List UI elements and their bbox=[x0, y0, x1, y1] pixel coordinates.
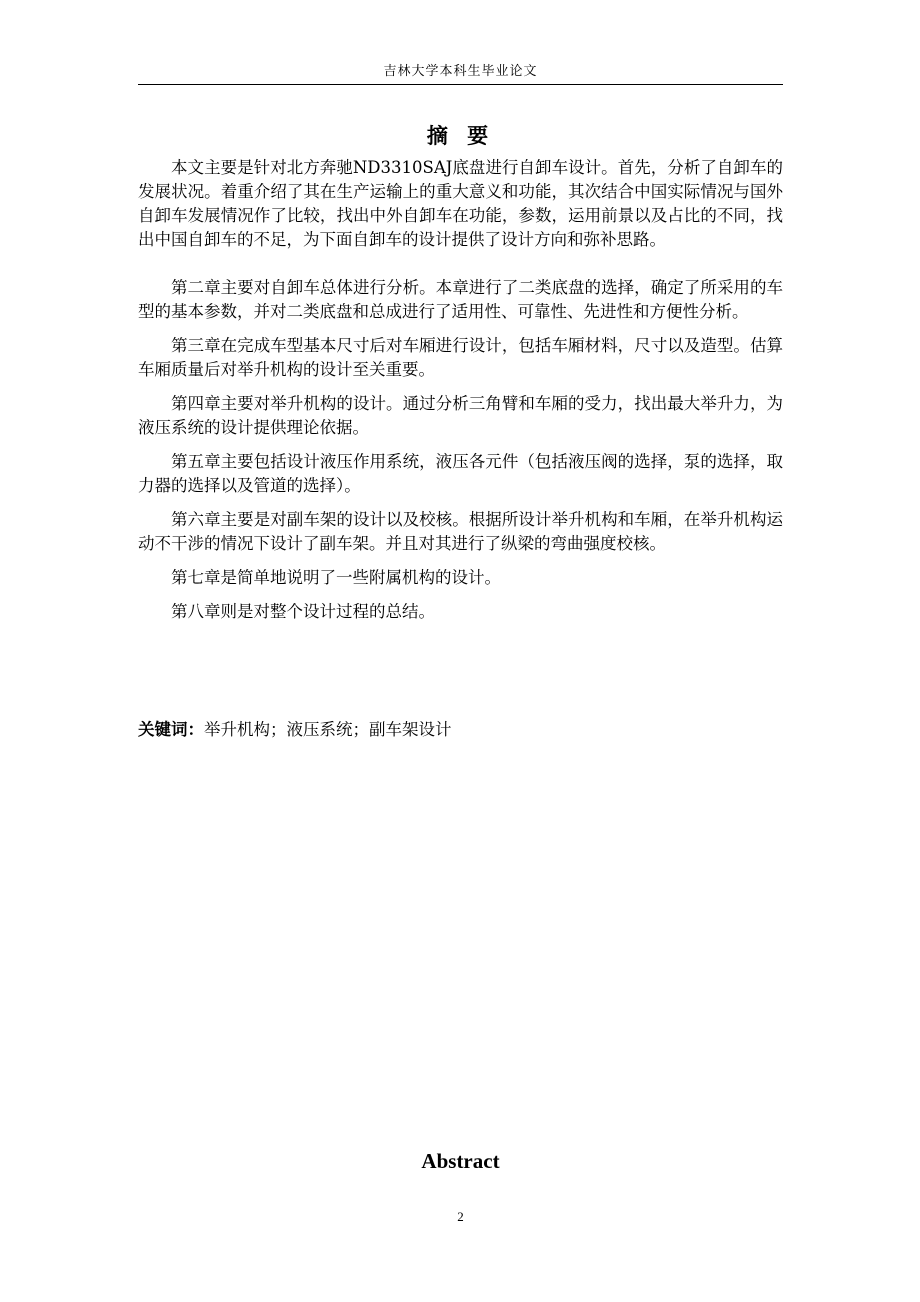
abstract-paragraph: 第三章在完成车型基本尺寸后对车厢进行设计，包括车厢材料，尺寸以及造型。估算车厢质量后对举升机构的设计至关重要。 bbox=[138, 336, 783, 379]
header-rule bbox=[138, 84, 783, 85]
running-header: 吉林大学本科生毕业论文 bbox=[383, 64, 538, 79]
abstract-paragraph: 第七章是简单地说明了一些附属机构的设计。 bbox=[171, 568, 501, 587]
abstract-cn-body bbox=[138, 156, 783, 634]
abstract-paragraph: 第五章主要包括设计液压作用系统，液压各元件（包括液压阀的选择，泵的选择，取力器的选择以及管道的选择）。 bbox=[138, 452, 783, 495]
abstract-paragraph: 第八章则是对整个设计过程的总结。 bbox=[171, 602, 435, 621]
keywords-line bbox=[138, 718, 783, 742]
abstract-paragraph: 本文主要是针对北方奔驰ND3310SAJ底盘进行自卸车设计。首先，分析了自卸车的发展状况。着重介绍了其在生产运输上的重大意义和功能，其次结合中国实际情况与国外自卸车发展情况作了比较，找出中外自卸车在功能，参数，运用前景以及占比的不同，找出中国自卸车的不足，为下面自卸车的设计提供了设计方向和弥补思路。 bbox=[138, 158, 783, 249]
abstract-paragraph: 第二章主要对自卸车总体进行分析。本章进行了二类底盘的选择，确定了所采用的车型的基本参数，并对二类底盘和总成进行了适用性、可靠性、先进性和方便性分析。 bbox=[138, 278, 783, 321]
abstract-paragraph: 第六章主要是对副车架的设计以及校核。根据所设计举升机构和车厢，在举升机构运动不干涉的情况下设计了副车架。并且对其进行了纵梁的弯曲强度校核。 bbox=[138, 510, 783, 553]
page-number: 2 bbox=[457, 1209, 464, 1224]
keywords-value: 举升机构；液压系统；副车架设计 bbox=[204, 720, 452, 739]
abstract-en-title: Abstract bbox=[421, 1149, 500, 1173]
abstract-cn-title: 摘 要 bbox=[426, 124, 495, 148]
keywords-label: 关键词： bbox=[138, 720, 204, 739]
abstract-paragraph: 第四章主要对举升机构的设计。通过分析三角臂和车厢的受力，找出最大举升力，为液压系统的设计提供理论依据。 bbox=[138, 394, 783, 437]
